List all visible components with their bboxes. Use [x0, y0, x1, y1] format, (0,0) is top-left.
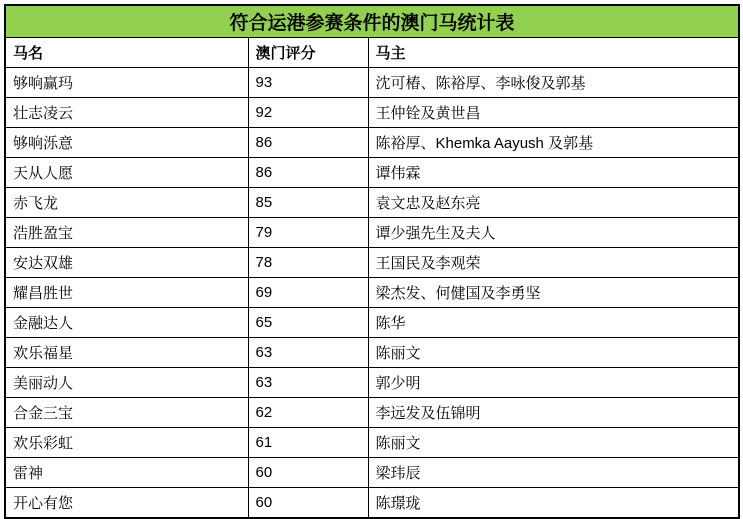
owner-cell: 梁玮辰 — [368, 458, 739, 488]
rating-cell: 78 — [248, 248, 368, 278]
rating-cell: 85 — [248, 188, 368, 218]
table-row — [5, 398, 739, 428]
table-header-row — [5, 38, 739, 68]
horse-name-cell: 够响泺意 — [5, 128, 248, 158]
rating-cell: 69 — [248, 278, 368, 308]
owner-cell: 袁文忠及赵东亮 — [368, 188, 739, 218]
rating-cell: 92 — [248, 98, 368, 128]
owner-cell: 郭少明 — [368, 368, 739, 398]
column-header-horse-owner: 马主 — [368, 38, 739, 68]
horse-name-cell: 合金三宝 — [5, 398, 248, 428]
horse-name-cell: 壮志凌云 — [5, 98, 248, 128]
horse-name-cell: 美丽动人 — [5, 368, 248, 398]
owner-cell: 陈裕厚、Khemka Aayush 及郭基 — [368, 128, 739, 158]
rating-cell: 62 — [248, 398, 368, 428]
owner-cell: 梁杰发、何健国及李勇坚 — [368, 278, 739, 308]
table-row — [5, 218, 739, 248]
table-title: 符合运港参赛条件的澳门马统计表 — [5, 5, 739, 38]
table-row — [5, 368, 739, 398]
owner-cell: 王仲铨及黄世昌 — [368, 98, 739, 128]
table-row — [5, 278, 739, 308]
rating-cell: 63 — [248, 338, 368, 368]
rating-cell: 79 — [248, 218, 368, 248]
owner-cell: 王国民及李观荣 — [368, 248, 739, 278]
table-row — [5, 488, 739, 519]
rating-cell: 60 — [248, 458, 368, 488]
owner-cell: 陈华 — [368, 308, 739, 338]
horse-name-cell: 耀昌胜世 — [5, 278, 248, 308]
table-row — [5, 428, 739, 458]
owner-cell: 陈璟珑 — [368, 488, 739, 519]
rating-cell: 86 — [248, 158, 368, 188]
column-header-macau-rating: 澳门评分 — [248, 38, 368, 68]
horse-name-cell: 浩胜盈宝 — [5, 218, 248, 248]
rating-cell: 65 — [248, 308, 368, 338]
table-row — [5, 68, 739, 98]
horse-name-cell: 雷神 — [5, 458, 248, 488]
rating-cell: 93 — [248, 68, 368, 98]
table-row — [5, 458, 739, 488]
owner-cell: 陈丽文 — [368, 428, 739, 458]
table-row — [5, 158, 739, 188]
owner-cell: 沈可椿、陈裕厚、李咏俊及郭基 — [368, 68, 739, 98]
column-header-horse-name: 马名 — [5, 38, 248, 68]
rating-cell: 63 — [248, 368, 368, 398]
horse-name-cell: 欢乐彩虹 — [5, 428, 248, 458]
table-row — [5, 98, 739, 128]
owner-cell: 陈丽文 — [368, 338, 739, 368]
horse-name-cell: 开心有您 — [5, 488, 248, 519]
rating-cell: 60 — [248, 488, 368, 519]
table-row — [5, 248, 739, 278]
owner-cell: 谭少强先生及夫人 — [368, 218, 739, 248]
table-row — [5, 188, 739, 218]
horse-name-cell: 欢乐福星 — [5, 338, 248, 368]
horse-name-cell: 金融达人 — [5, 308, 248, 338]
horse-name-cell: 够响赢玛 — [5, 68, 248, 98]
owner-cell: 谭伟霖 — [368, 158, 739, 188]
table-row — [5, 308, 739, 338]
horse-name-cell: 天从人愿 — [5, 158, 248, 188]
horse-name-cell: 安达双雄 — [5, 248, 248, 278]
table-row — [5, 128, 739, 158]
rating-cell: 86 — [248, 128, 368, 158]
table-row — [5, 338, 739, 368]
horse-name-cell: 赤飞龙 — [5, 188, 248, 218]
owner-cell: 李远发及伍锦明 — [368, 398, 739, 428]
macau-horse-stats-table — [4, 4, 740, 519]
rating-cell: 61 — [248, 428, 368, 458]
table-title-row — [5, 5, 739, 38]
